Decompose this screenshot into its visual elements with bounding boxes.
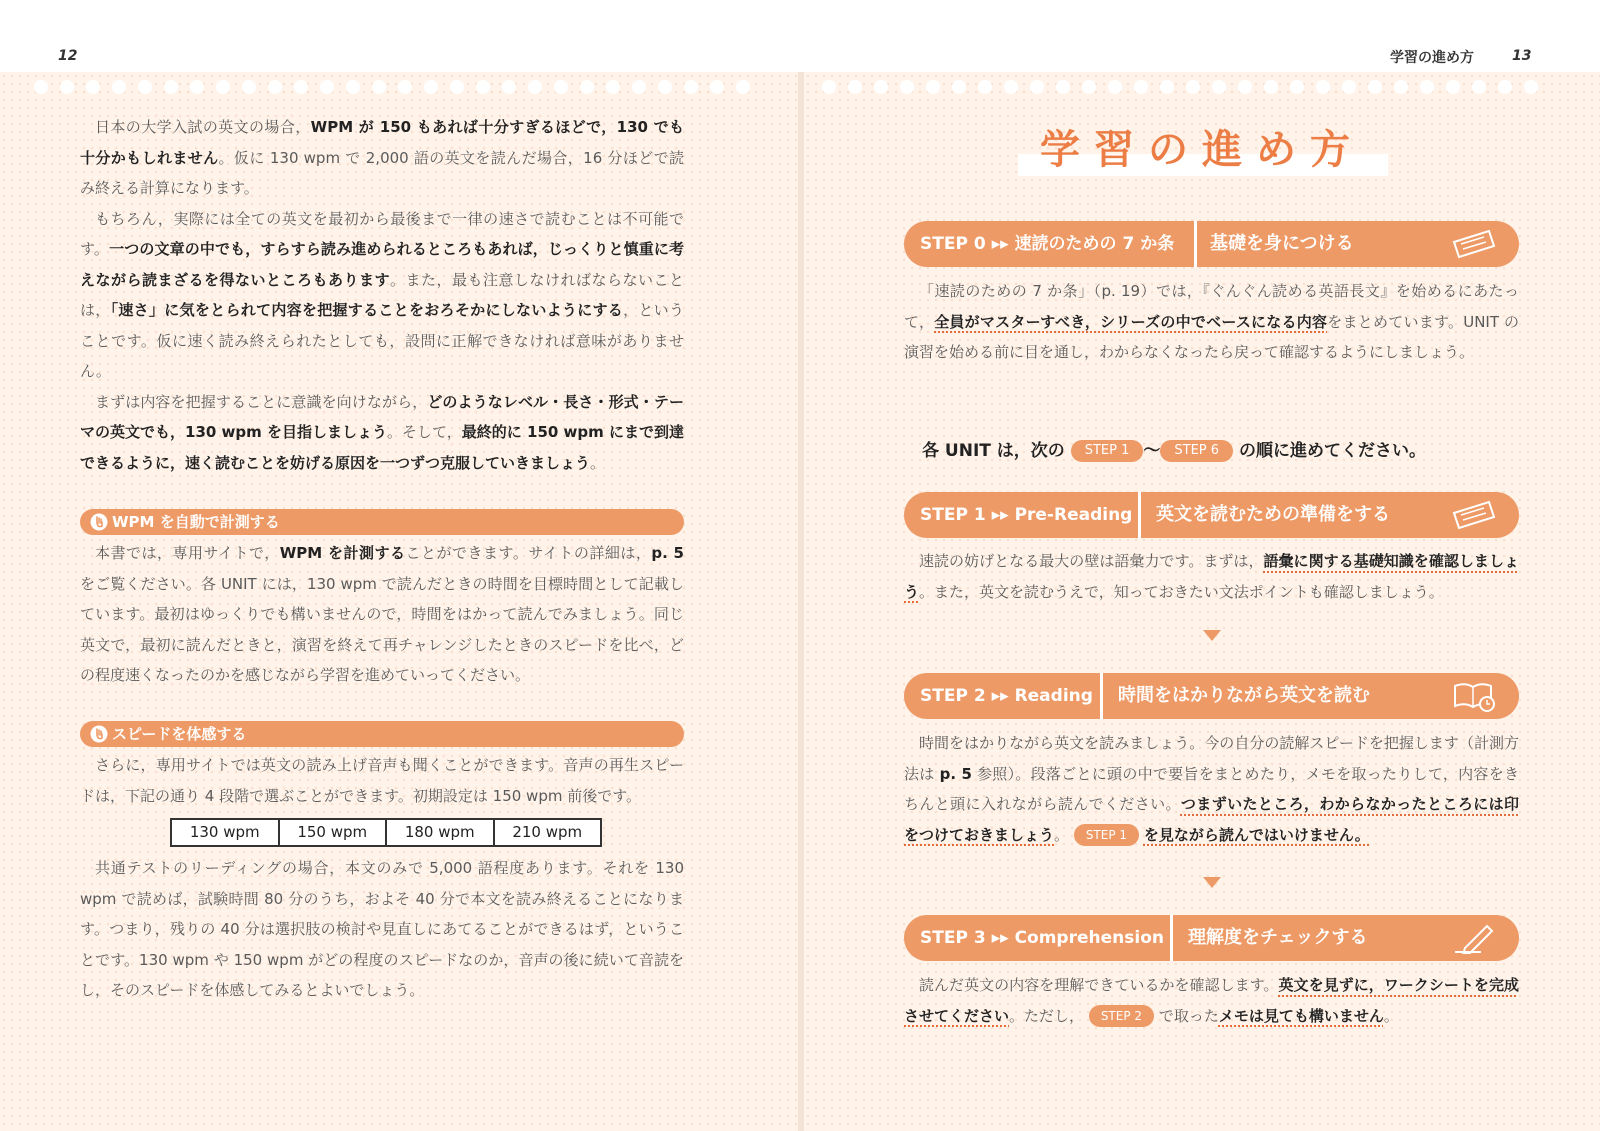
- binder-hole: [1446, 80, 1460, 94]
- binder-hole: [60, 80, 74, 94]
- hand-icon: [90, 513, 108, 531]
- binder-hole: [632, 80, 646, 94]
- wpm-paragraph: 本書では，専用サイトで，WPM を計測することができます。サイトの詳細は，p. 5 をご覧ください。各 UNIT には，130 wpm で読んだときの時間を目標時間として記載しています。最初はゆっくりでも構いませんので，時間をはかって読んでみましょう。同じ英文で，最初に読んだときと，演習を終えて再チャレンジしたときのスピードを比べ，どの程度速くなったのかを感じながら学習を進めていってください。: [80, 544, 684, 684]
- binder-hole: [736, 80, 750, 94]
- binder-hole: [1342, 80, 1356, 94]
- step-divider: [1170, 915, 1173, 961]
- step-badge: STEP 1: [1074, 824, 1139, 846]
- step-0-paragraph: 「速読のための 7 か条」（p. 19）では，『ぐんぐん読める英語長文』を始めるにあたって，全員がマスターすべき，シリーズの中でベースになる内容をまとめています。UNIT の演習を始める前に目を通し，わからなくなったら戻って確認するようにしましょう。: [904, 282, 1520, 361]
- binder-hole: [822, 80, 836, 94]
- intro-paragraph: 日本の大学入試の英文の場合，WPM が 150 もあれば十分すぎるほどで，130 でも十分かもしれません。仮に 130 wpm で 2,000 語の英文を読んだ場合，16 分ほどで読み終える計算になります。: [80, 118, 684, 197]
- speed-option: 150 wpm: [280, 820, 388, 845]
- step-badge: STEP 6: [1160, 440, 1233, 462]
- step-3-desc: 理解度をチェックする: [1188, 927, 1368, 948]
- page-title: 学習の進め方: [1040, 126, 1364, 173]
- binder-hole: [138, 80, 152, 94]
- binder-hole: [1134, 80, 1148, 94]
- binder-hole: [268, 80, 282, 94]
- ticket-icon: [1451, 499, 1497, 531]
- speed-text-2: [80, 853, 684, 1006]
- binder-hole: [684, 80, 698, 94]
- order-text-before: 各 UNIT は，次の: [922, 441, 1065, 461]
- down-arrow-icon: [1203, 877, 1221, 888]
- binder-hole: [1264, 80, 1278, 94]
- binder-hole: [86, 80, 100, 94]
- step-2-desc: 時間をはかりながら英文を読む: [1118, 685, 1370, 706]
- down-arrow-icon: [1203, 630, 1221, 641]
- ticket-icon: [1451, 228, 1497, 260]
- binder-hole: [398, 80, 412, 94]
- step-2-paragraph: 時間をはかりながら英文を読みましょう。今の自分の読解スピードを把握します（計測方法は p. 5 参照）。段落ごとに頭の中で要旨をまとめたり，メモを取ったりして，内容をきちんと頭に入れながら読んでください。つまずいたところ，わからなかったところには印をつけておきましょう。 STEP 1 を見ながら読んではいけません。: [904, 728, 1519, 850]
- step-1-text: [904, 546, 1519, 607]
- binder-hole: [1030, 80, 1044, 94]
- binder-hole: [1056, 80, 1070, 94]
- binder-hole: [1212, 80, 1226, 94]
- binder-hole: [1082, 80, 1096, 94]
- step-1-paragraph: 速読の妨げとなる最大の壁は語彙力です。まずは，語彙に関する基礎知識を確認しましょう。また，英文を読むうえで，知っておきたい文法ポイントも確認しましょう。: [904, 552, 1519, 601]
- binder-hole: [926, 80, 940, 94]
- speed-option: 210 wpm: [512, 823, 583, 841]
- binder-hole: [528, 80, 542, 94]
- intro-paragraph: まずは内容を把握することに意識を向けながら，どのようなレベル・長さ・形式・テーマの英文でも，130 wpm を目指しましょう。そして，最終的に 150 wpm にまで到達できるように，速く読むことを妨げる原因を一つずつ克服していきましょう。: [80, 392, 685, 472]
- intro-text: [80, 112, 684, 478]
- binder-hole: [424, 80, 438, 94]
- right-page-header: [800, 0, 1600, 72]
- speed-text-1: [80, 750, 684, 811]
- hand-icon: [90, 725, 108, 743]
- speed-paragraph: さらに，専用サイトでは英文の読み上げ音声も聞くことができます。音声の再生スピードは，下記の通り 4 段階で選ぶことができます。初期設定は 150 wpm 前後です。: [80, 756, 684, 805]
- binder-hole: [164, 80, 178, 94]
- wpm-text: [80, 538, 684, 691]
- binder-hole: [1420, 80, 1434, 94]
- step-2-label: STEP 2 ▸▸ Reading: [920, 686, 1093, 706]
- step-divider: [1138, 492, 1141, 538]
- page-number-right: 13: [1512, 48, 1532, 64]
- step-divider: [1194, 221, 1197, 267]
- binder-holes-right: [822, 80, 1538, 94]
- binder-hole: [952, 80, 966, 94]
- speed-option: 130 wpm: [172, 820, 280, 845]
- section-heading-speed: [80, 721, 684, 747]
- step-0-label: STEP 0 ▸▸ 速読のための 7 か条: [920, 234, 1175, 254]
- binder-hole: [346, 80, 360, 94]
- binder-hole: [242, 80, 256, 94]
- running-title: 学習の進め方: [1390, 50, 1474, 66]
- section-heading-speed-label: スピードを体感する: [112, 725, 247, 743]
- binder-hole: [710, 80, 724, 94]
- binder-hole: [1160, 80, 1174, 94]
- section-heading-wpm: [80, 509, 684, 535]
- left-page-header: [0, 0, 800, 72]
- binder-hole: [1290, 80, 1304, 94]
- pencil-icon: [1451, 922, 1497, 954]
- step-2-text: [904, 728, 1519, 850]
- binder-hole: [580, 80, 594, 94]
- binder-hole: [1394, 80, 1408, 94]
- binder-hole: [1524, 80, 1538, 94]
- step-divider: [1100, 673, 1103, 719]
- step-1-label: STEP 1 ▸▸ Pre-Reading: [920, 505, 1133, 525]
- binder-holes-left: [34, 80, 750, 94]
- intro-paragraph: もちろん，実際には全ての英文を最初から最後まで一律の速さで読むことは不可能です。一つの文章の中でも，すらすら読み進められるところもあれば，じっくりと慎重に考えながら読まざるを得ないところもあります。また，最も注意しなければならないことは，「速さ」に気をとられて内容を把握することをおろそかにしないようにする，ということです。仮に速く読み終えられたとしても，設問に正解できなければ意味がありません。: [80, 209, 684, 380]
- binder-hole: [1316, 80, 1330, 94]
- step-1-desc: 英文を読むための準備をする: [1156, 504, 1390, 525]
- step-order-line: [922, 436, 1426, 462]
- binder-hole: [1004, 80, 1018, 94]
- binder-hole: [874, 80, 888, 94]
- binder-hole: [502, 80, 516, 94]
- binder-hole: [1108, 80, 1122, 94]
- step-1-bar: [904, 492, 1519, 538]
- binder-hole: [320, 80, 334, 94]
- step-3-label: STEP 3 ▸▸ Comprehension: [920, 928, 1164, 948]
- step-badge: STEP 2: [1089, 1005, 1154, 1027]
- step-badge: STEP 1: [1071, 440, 1144, 462]
- order-text-after: の順に進めてください。: [1238, 441, 1426, 461]
- book-clock-icon: [1451, 680, 1497, 712]
- binder-hole: [1238, 80, 1252, 94]
- speed-paragraph: 共通テストのリーディングの場合，本文のみで 5,000 語程度あります。それを 130 wpm で読めば，試験時間 80 分のうち，およそ 40 分で本文を読み終えることになります。つまり，残りの 40 分は選択肢の検討や見直しにあてることができるはず，ということです。130 wpm や 150 wpm がどの程度のスピードなのか，音声の後に続いて音読をし，そのスピードを体感してみるとよいでしょう。: [80, 859, 684, 999]
- binder-hole: [658, 80, 672, 94]
- step-0-bar: [904, 221, 1519, 267]
- binder-hole: [848, 80, 862, 94]
- binder-hole: [34, 80, 48, 94]
- binder-hole: [606, 80, 620, 94]
- speed-option: 180 wpm: [387, 820, 495, 845]
- binder-hole: [450, 80, 464, 94]
- binder-hole: [1368, 80, 1382, 94]
- speed-options-table: [170, 818, 602, 847]
- step-3-paragraph: 読んだ英文の内容を理解できているかを確認します。英文を見ずに，ワークシートを完成させてください。ただし， STEP 2 で取ったメモは見ても構いません。: [904, 970, 1519, 1031]
- binder-hole: [190, 80, 204, 94]
- step-3-text: [904, 970, 1519, 1031]
- binder-hole: [216, 80, 230, 94]
- binder-hole: [112, 80, 126, 94]
- binder-hole: [372, 80, 386, 94]
- binder-hole: [554, 80, 568, 94]
- step-3-bar: [904, 915, 1519, 961]
- step-2-bar: [904, 673, 1519, 719]
- step-0-text: [904, 276, 1519, 368]
- order-tilde: ～: [1143, 441, 1161, 461]
- binder-hole: [1472, 80, 1486, 94]
- binder-hole: [476, 80, 490, 94]
- binder-hole: [1498, 80, 1512, 94]
- step-0-desc: 基礎を身につける: [1210, 233, 1354, 254]
- binder-hole: [978, 80, 992, 94]
- section-heading-wpm-label: WPM を自動で計測する: [112, 513, 280, 531]
- binder-hole: [900, 80, 914, 94]
- binder-hole: [294, 80, 308, 94]
- page-number-left: 12: [58, 48, 78, 64]
- binder-hole: [1186, 80, 1200, 94]
